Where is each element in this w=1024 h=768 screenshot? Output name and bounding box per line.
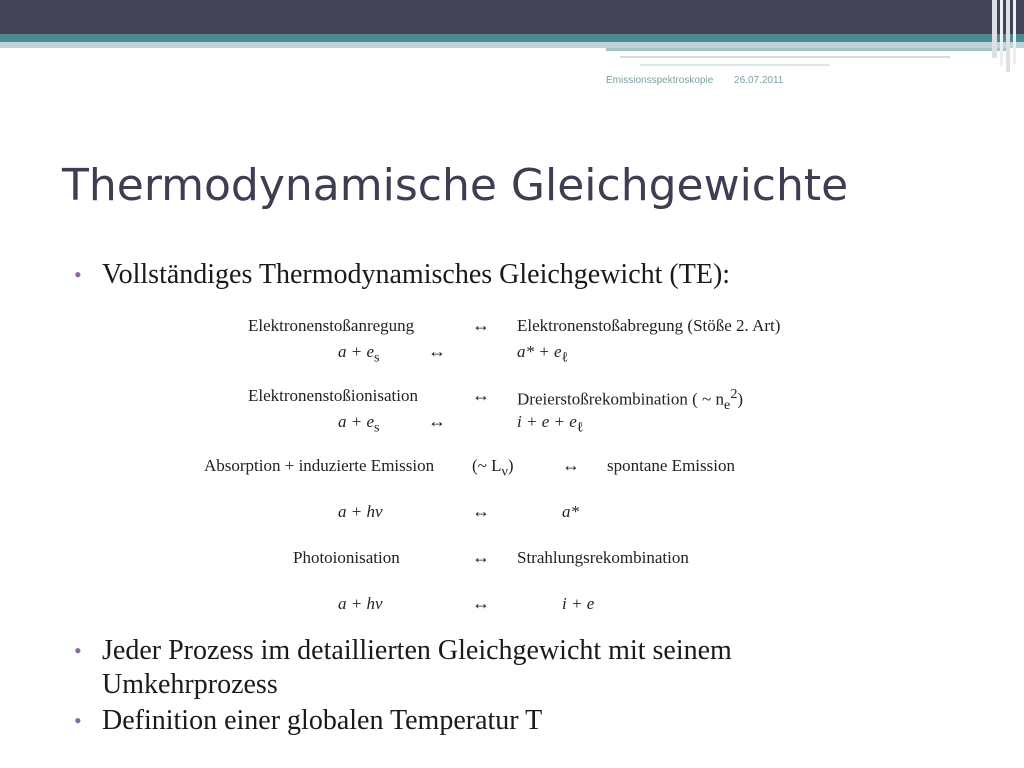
process-forward: Elektronenstoßanregung bbox=[248, 316, 415, 335]
decorative-bar bbox=[992, 0, 997, 58]
process-backward-text: Dreierstoßrekombination ( ~ n bbox=[517, 389, 725, 409]
reversible-arrow-icon: ↔ bbox=[428, 341, 446, 361]
decorative-bar bbox=[1006, 0, 1010, 72]
equation-text: a + hν bbox=[338, 502, 383, 521]
reversible-arrow-icon: ↔ bbox=[472, 385, 490, 405]
bullet-text: Definition einer globalen Temperatur T bbox=[102, 705, 543, 736]
decorative-line bbox=[640, 64, 830, 66]
equation-right bbox=[562, 502, 579, 522]
equation-left bbox=[338, 412, 380, 436]
superscript: 2 bbox=[730, 386, 738, 402]
closing-paren: ) bbox=[737, 389, 744, 409]
process-backward: Elektronenstoßabregung (Stöße 2. Art) bbox=[517, 316, 781, 335]
course-name: Emissionsspektroskopie bbox=[606, 75, 714, 86]
decorative-line bbox=[620, 56, 950, 58]
reversible-arrow-icon: ↔ bbox=[472, 501, 490, 521]
equation-left bbox=[338, 594, 383, 614]
equation-right bbox=[562, 594, 594, 614]
subscript: ℓ bbox=[576, 419, 584, 436]
process-forward: Absorption + induzierte Emission bbox=[204, 456, 435, 475]
subscript: e bbox=[724, 397, 731, 414]
subscript: ν bbox=[501, 463, 508, 480]
equation-left bbox=[338, 342, 380, 366]
bullet-icon: • bbox=[74, 262, 82, 287]
bullet-text: Vollständiges Thermodynamisches Gleichgewicht (TE): bbox=[102, 259, 731, 290]
subscript: s bbox=[374, 349, 380, 366]
equation-text: a + e bbox=[338, 342, 375, 361]
factor-text: (~ L bbox=[472, 456, 502, 475]
bullet-text: Jeder Prozess im detaillierten Gleichgewicht mit seinem bbox=[102, 635, 732, 666]
bullet-text-continued: Umkehrprozess bbox=[102, 669, 278, 700]
process-factor bbox=[472, 456, 514, 480]
bullet-icon: • bbox=[74, 638, 82, 663]
process-backward: Strahlungsrekombination bbox=[517, 548, 689, 567]
slide-date: 26.07.2011 bbox=[734, 75, 784, 86]
process-forward: Photoionisation bbox=[293, 548, 400, 567]
subscript: ℓ bbox=[561, 349, 569, 366]
equation-text: i + e + e bbox=[517, 412, 577, 431]
equation-text: a* + e bbox=[517, 342, 562, 361]
equation-text: a* bbox=[562, 502, 579, 521]
reversible-arrow-icon: ↔ bbox=[472, 547, 490, 567]
process-forward: Elektronenstoßionisation bbox=[248, 386, 418, 405]
equation-right bbox=[517, 412, 584, 436]
equation-right bbox=[517, 342, 568, 366]
decorative-bar bbox=[1000, 0, 1003, 66]
equation-left bbox=[338, 502, 383, 522]
equation-text: i + e bbox=[562, 594, 595, 613]
equation-text: a + e bbox=[338, 412, 375, 431]
header-band-dark bbox=[0, 0, 1024, 34]
closing-paren: ) bbox=[507, 456, 514, 475]
reversible-arrow-icon: ↔ bbox=[562, 455, 580, 475]
process-backward bbox=[517, 386, 743, 414]
reversible-arrow-icon: ↔ bbox=[428, 411, 446, 431]
reversible-arrow-icon: ↔ bbox=[472, 593, 490, 613]
decorative-line bbox=[606, 48, 1006, 51]
bullet-icon: • bbox=[74, 708, 82, 733]
slide-header-meta bbox=[606, 75, 783, 86]
reversible-arrow-icon: ↔ bbox=[472, 315, 490, 335]
equation-text: a + hν bbox=[338, 594, 383, 613]
decorative-bar bbox=[1013, 0, 1016, 64]
slide-title: Thermodynamische Gleichgewichte bbox=[62, 160, 849, 211]
subscript: s bbox=[374, 419, 380, 436]
header-band-teal bbox=[0, 34, 1024, 42]
process-backward: spontane Emission bbox=[607, 456, 735, 475]
